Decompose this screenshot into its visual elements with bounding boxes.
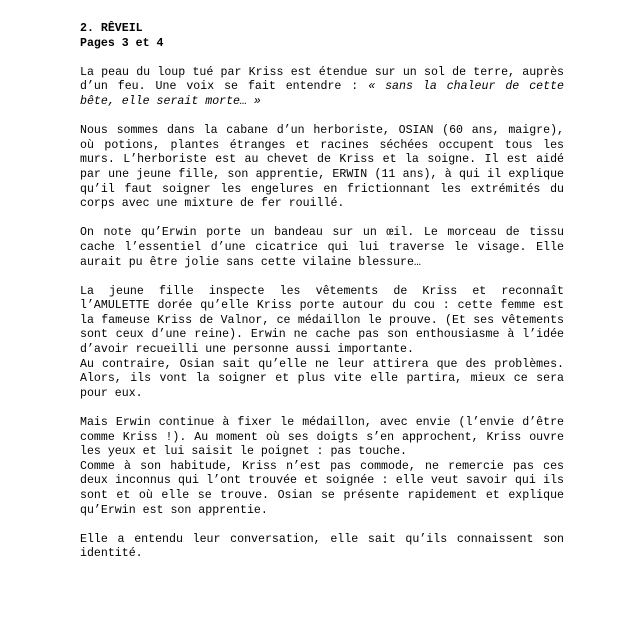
paragraph-osian-worry: Au contraire, Osian sait qu’elle ne leur attirera que des problèmes. Alors, ils vont la soigner et plus vite elle partira, mieux ce sera pour eux.	[80, 357, 564, 400]
paragraph-herbalist-hut: Nous sommes dans la cabane d’un herboriste, OSIAN (60 ans, maigre), où potions, plantes étranges et racines séchées occupent tous les murs. L’herboriste est au chevet de Kriss et la soigne. Il est aidé par une jeune fille, son apprentie, ERWIN (11 ans), à qui il explique qu’il faut soigner les engelures en frictionnant les extrémités du corps avec une mixture de fer rouillé.	[80, 124, 564, 211]
voice-quote: « sans la chaleur de cette bête, elle serait morte… »	[80, 80, 564, 108]
scene-title: 2. RÊVEIL	[80, 22, 143, 35]
paragraph-wolf-skin	[80, 66, 564, 110]
spacer	[80, 51, 564, 66]
paragraph-kriss-wakes: Comme à son habitude, Kriss n’est pas commode, ne remercie pas ces deux inconnus qui l’ont trouvée et soignée : elle veut savoir qui ils sont et où elle se trouve. Osian se présente rapidement et explique qu’Erwin est son apprentie.	[80, 459, 564, 517]
script-page	[80, 22, 564, 577]
paragraph-amulet: La jeune fille inspecte les vêtements de Kriss et reconnaît l’AMULETTE dorée qu’elle Kriss porte autour du cou : cette femme est la fameuse Kriss de Valnor, ce médaillon le prouve. (Et ses vêtements sont ceux d’une reine). Erwin ne cache pas son enthousiasme à l’idée d’avoir recueilli une personne aussi importante.	[80, 284, 564, 357]
scene-pages: Pages 3 et 4	[80, 36, 164, 50]
paragraph-identity: Elle a entendu leur conversation, elle sait qu’ils connaissent son identité.	[80, 532, 564, 561]
paragraph-text: La peau du loup tué par Kriss est étendue sur un sol de terre, auprès d’un feu. Une voix se fait entendre :	[80, 65, 564, 94]
paragraph-medallion-touch: Mais Erwin continue à fixer le médaillon, avec envie (l’envie d’être comme Kriss !). Au moment où ses doigts s’en approchent, Kriss ouvre les yeux et lui saisit le poignet : pas touche.	[80, 416, 564, 459]
paragraph-erwin-scar: On note qu’Erwin porte un bandeau sur un œil. Le morceau de tissu cache l’essentiel d’une cicatrice qui lui traverse le visage. Elle aurait pu être jolie sans cette vilaine blessure…	[80, 226, 564, 269]
